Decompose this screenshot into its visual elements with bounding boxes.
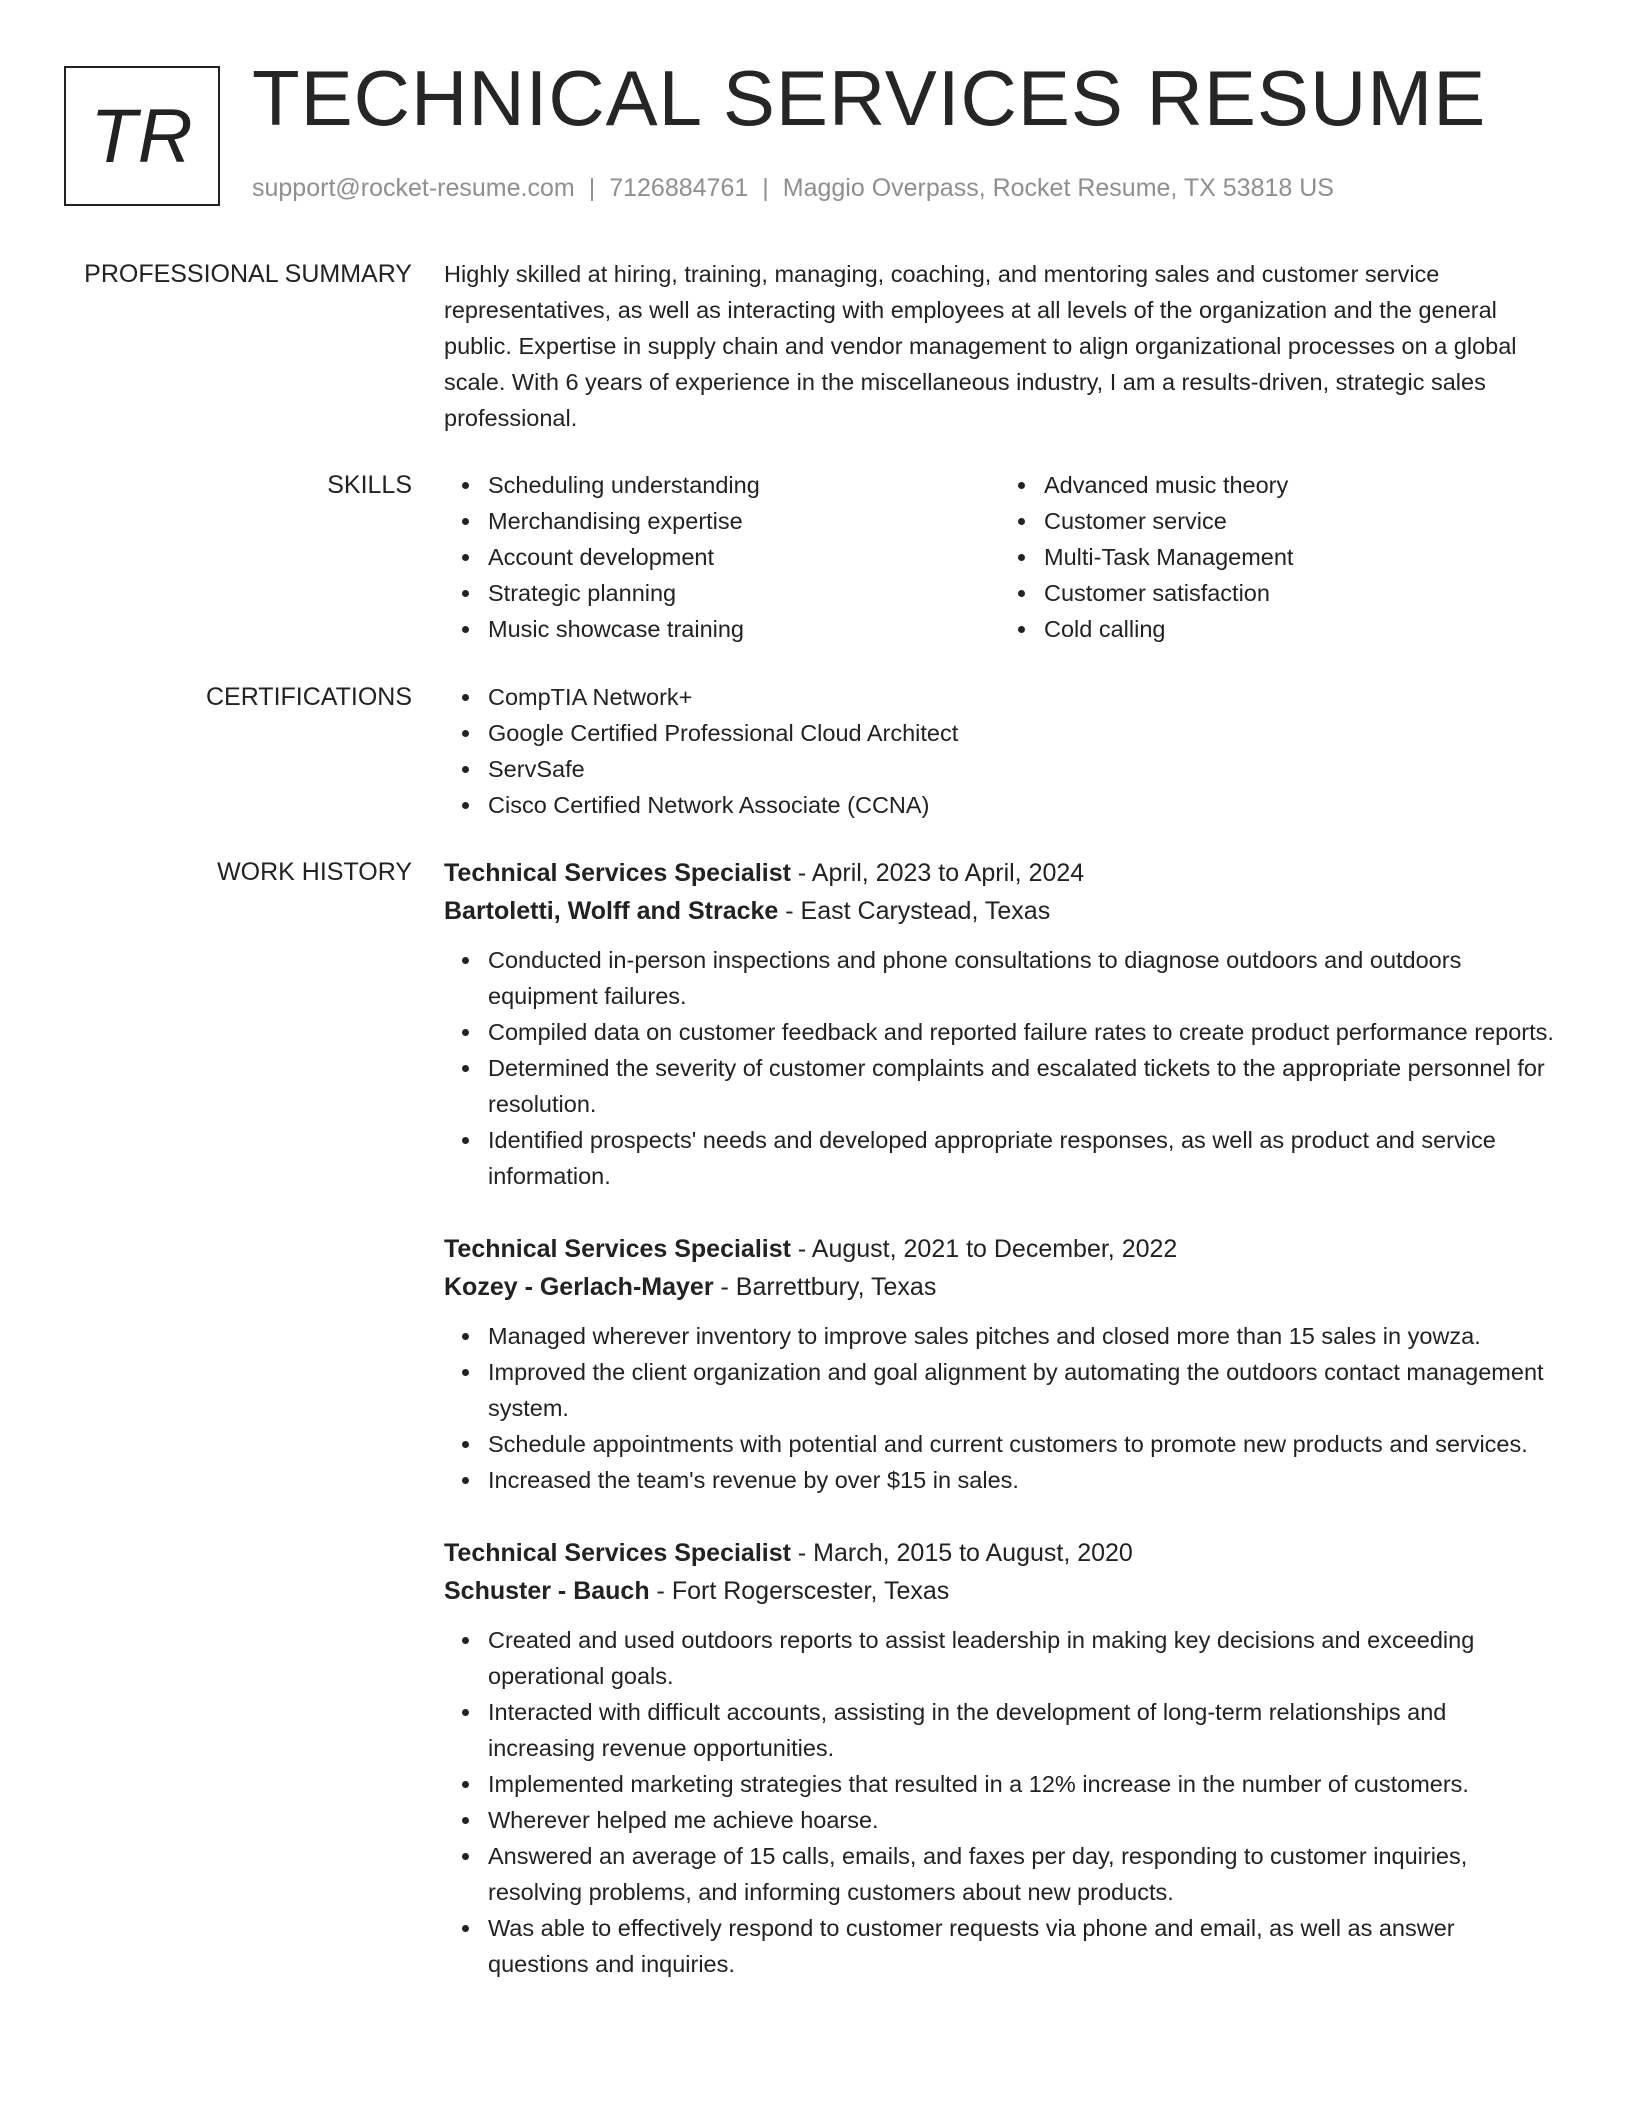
skill-item: Strategic planning <box>488 575 1000 611</box>
contact-line <box>252 174 1334 203</box>
section-title-work-history: WORK HISTORY <box>217 858 412 886</box>
job-bullet: Implemented marketing strategies that resulted in a 12% increase in the number of customers. <box>488 1766 1556 1802</box>
job-bullet: Compiled data on customer feedback and reported failure rates to create product performance reports. <box>488 1014 1556 1050</box>
job-bullet: Increased the team's revenue by over $15 in sales. <box>488 1462 1556 1498</box>
skills-list-right <box>1000 467 1556 647</box>
job-location: - Fort Rogerscester, Texas <box>649 1577 950 1605</box>
job-bullet: Was able to effectively respond to customer requests via phone and email, as well as answer questions and inquiries. <box>488 1910 1556 1982</box>
contact-address: Maggio Overpass, Rocket Resume, TX 53818 US <box>782 174 1334 202</box>
resume-title: TECHNICAL SERVICES RESUME <box>252 54 1487 142</box>
job-bullet: Created and used outdoors reports to assist leadership in making key decisions and exceeding operational goals. <box>488 1622 1556 1694</box>
job-title-line <box>444 1230 1556 1268</box>
certification-item: Cisco Certified Network Associate (CCNA) <box>488 787 1556 823</box>
job-entry <box>444 1230 1556 1498</box>
job-bullets <box>444 1622 1556 1982</box>
certification-item: Google Certified Professional Cloud Architect <box>488 715 1556 751</box>
job-dates: - March, 2015 to August, 2020 <box>790 1539 1133 1567</box>
job-entry <box>444 1534 1556 1982</box>
contact-phone[interactable]: 7126884761 <box>609 174 749 202</box>
job-bullets <box>444 942 1556 1194</box>
job-bullet: Wherever helped me achieve hoarse. <box>488 1802 1556 1838</box>
job-company-line <box>444 1268 1556 1306</box>
job-bullet: Identified prospects' needs and developed appropriate responses, as well as product and service information. <box>488 1122 1556 1194</box>
job-location: - Barrettbury, Texas <box>713 1273 937 1301</box>
skill-item: Customer satisfaction <box>1044 575 1556 611</box>
job-location: - East Carystead, Texas <box>778 897 1051 925</box>
job-dates: - August, 2021 to December, 2022 <box>790 1235 1178 1263</box>
summary-body <box>444 256 1556 436</box>
skills-body <box>444 467 1556 647</box>
job-bullet: Managed wherever inventory to improve sales pitches and closed more than 15 sales in yowza. <box>488 1318 1556 1354</box>
job-bullet: Conducted in-person inspections and phone consultations to diagnose outdoors and outdoors equipment failures. <box>488 942 1556 1014</box>
job-company: Bartoletti, Wolff and Stracke <box>444 897 779 925</box>
job-role: Technical Services Specialist <box>444 1539 791 1567</box>
job-company-line <box>444 1572 1556 1610</box>
certifications-list <box>444 679 1556 823</box>
work-history-body <box>444 854 1556 2018</box>
contact-email[interactable]: support@rocket-resume.com <box>252 174 575 202</box>
job-title-line <box>444 1534 1556 1572</box>
section-title-summary: PROFESSIONAL SUMMARY <box>84 260 412 288</box>
job-bullet: Answered an average of 15 calls, emails, and faxes per day, responding to customer inquiries, resolving problems, and informing customers about new products. <box>488 1838 1556 1910</box>
certifications-body <box>444 679 1556 823</box>
section-title-certifications: CERTIFICATIONS <box>205 683 412 711</box>
job-role: Technical Services Specialist <box>444 859 791 887</box>
monogram-box <box>64 66 220 206</box>
job-company: Kozey - Gerlach-Mayer <box>444 1273 714 1301</box>
job-title-line <box>444 854 1556 892</box>
skill-item: Multi-Task Management <box>1044 539 1556 575</box>
skill-item: Cold calling <box>1044 611 1556 647</box>
job-role: Technical Services Specialist <box>444 1235 791 1263</box>
job-company: Schuster - Bauch <box>444 1577 650 1605</box>
skill-item: Advanced music theory <box>1044 467 1556 503</box>
job-bullets <box>444 1318 1556 1498</box>
summary-text: Highly skilled at hiring, training, managing, coaching, and mentoring sales and customer service representatives, as well as interacting with employees at all levels of the organization and the general public. Expertise in supply chain and vendor management to align organizational processes on a global scale. With 6 years of experience in the miscellaneous industry, I am a results-driven, strategic sales professional. <box>444 261 1517 431</box>
monogram-initials: TR <box>90 93 194 179</box>
job-entry <box>444 854 1556 1194</box>
job-bullet: Determined the severity of customer complaints and escalated tickets to the appropriate personnel for resolution. <box>488 1050 1556 1122</box>
certification-item: ServSafe <box>488 751 1556 787</box>
certification-item: CompTIA Network+ <box>488 679 1556 715</box>
skill-item: Merchandising expertise <box>488 503 1000 539</box>
contact-separator: | <box>762 174 769 202</box>
job-company-line <box>444 892 1556 930</box>
skill-item: Account development <box>488 539 1000 575</box>
job-dates: - April, 2023 to April, 2024 <box>790 859 1085 887</box>
skill-item: Scheduling understanding <box>488 467 1000 503</box>
skills-list-left <box>444 467 1000 647</box>
skill-item: Music showcase training <box>488 611 1000 647</box>
contact-separator: | <box>588 174 596 202</box>
job-bullet: Interacted with difficult accounts, assisting in the development of long-term relationships and increasing revenue opportunities. <box>488 1694 1556 1766</box>
job-bullet: Improved the client organization and goal alignment by automating the outdoors contact management system. <box>488 1354 1556 1426</box>
job-bullet: Schedule appointments with potential and current customers to promote new products and services. <box>488 1426 1556 1462</box>
section-title-skills: SKILLS <box>327 471 412 499</box>
skill-item: Customer service <box>1044 503 1556 539</box>
